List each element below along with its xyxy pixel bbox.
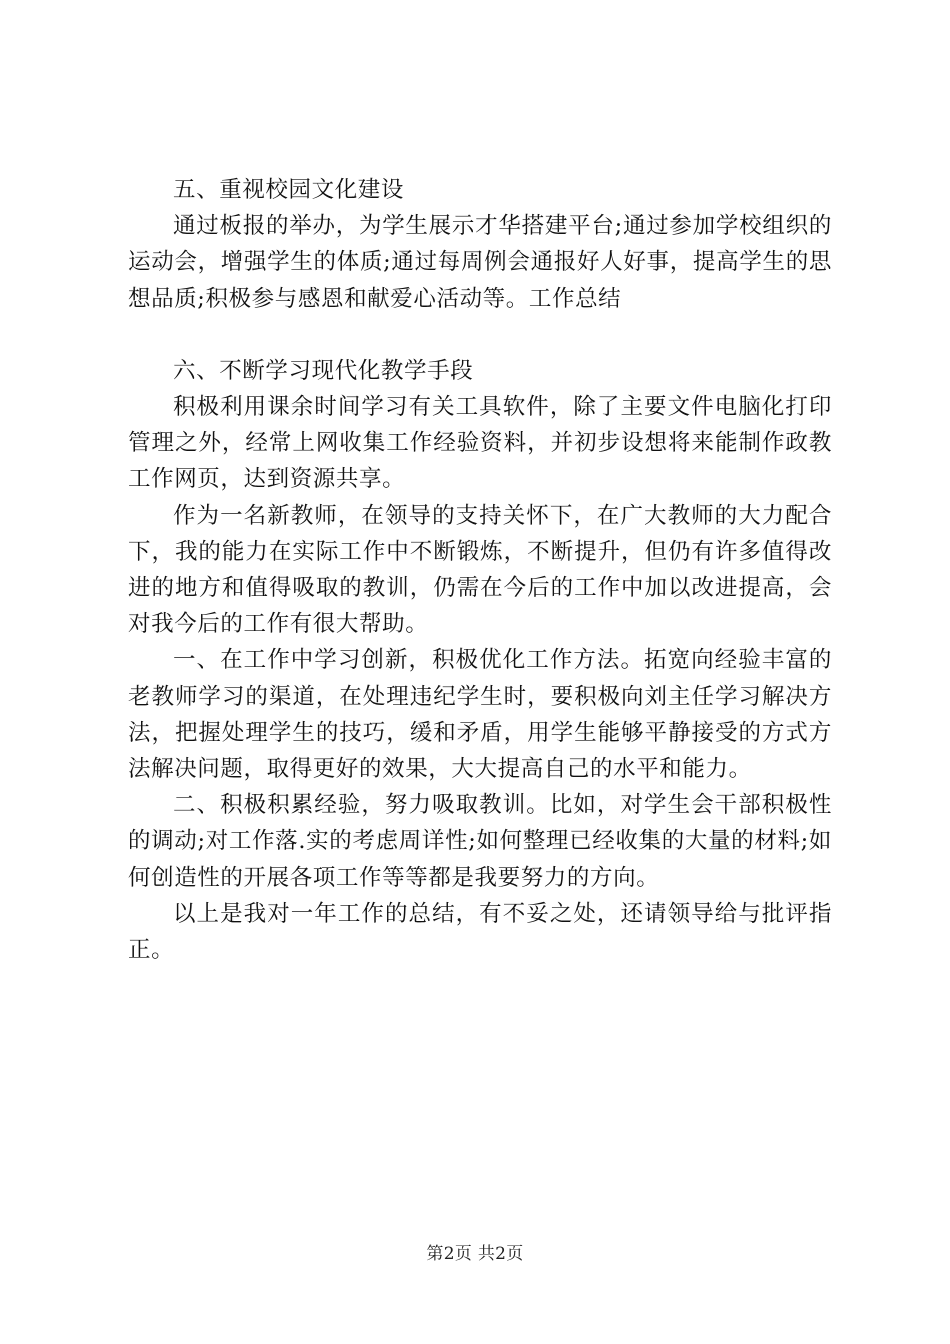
section-spacer	[128, 317, 832, 353]
page-number-footer: 第2页 共2页	[426, 1244, 524, 1264]
paragraph: 积极利用课余时间学习有关工具软件，除了主要文件电脑化打印管理之外，经常上网收集工作经验资料，并初步设想将来能制作政教工作网页，达到资源共享。	[128, 394, 832, 493]
section-school-culture	[128, 172, 832, 317]
paragraph: 一、在工作中学习创新，积极优化工作方法。拓宽向经验丰富的老教师学习的渠道，在处理违纪学生时，要积极向刘主任学习解决方法，把握处理学生的技巧，缓和矛盾，用学生能够平静接受的方式方法解决问题，取得更好的效果，大大提高自己的水平和能力。	[128, 647, 832, 783]
paragraph: 以上是我对一年工作的总结，有不妥之处，还请领导给与批评指正。	[128, 900, 832, 964]
paragraph: 二、积极积累经验，努力吸取教训。比如，对学生会干部积极性的调动;对工作落.实的考虑周详性;如何整理已经收集的大量的材料;如何创造性的开展各项工作等等都是我要努力的方向。	[128, 792, 832, 891]
document-body	[128, 172, 832, 968]
section-heading: 六、不断学习现代化教学手段	[173, 357, 474, 384]
paragraph: 作为一名新教师，在领导的支持关怀下，在广大教师的大力配合下，我的能力在实际工作中不断锻炼，不断提升，但仍有许多值得改进的地方和值得吸取的教训，仍需在今后的工作中加以改进提高，会对我今后的工作有很大帮助。	[128, 502, 832, 638]
section-modern-teaching	[128, 353, 832, 968]
paragraph: 通过板报的举办，为学生展示才华搭建平台;通过参加学校组织的运动会，增强学生的体质;通过每周例会通报好人好事，提高学生的思想品质;积极参与感恩和献爱心活动等。工作总结	[128, 213, 832, 312]
section-heading: 五、重视校园文化建设	[173, 177, 405, 203]
